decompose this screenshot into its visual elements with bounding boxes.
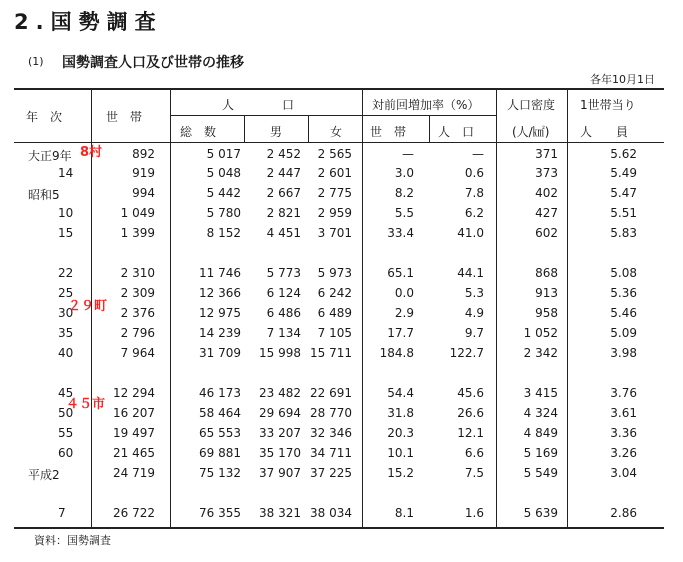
date-note: 各年10月1日 <box>590 73 655 86</box>
cell-g-households: 15.2 <box>387 466 414 480</box>
column-divider <box>308 116 309 142</box>
cell-male: 6 486 <box>266 306 301 320</box>
cell-male: 29 694 <box>259 406 301 420</box>
section-number: (1) <box>28 55 44 68</box>
cell-male: 15 998 <box>259 346 301 360</box>
cell-female: 15 711 <box>310 346 352 360</box>
cell-per-household: 5.09 <box>610 326 637 340</box>
cell-per-household: 3.61 <box>610 406 637 420</box>
header-female: 女 <box>330 125 343 139</box>
cell-per-household: 5.62 <box>610 147 637 161</box>
cell-year: 60 <box>58 446 74 460</box>
cell-g-population: 5.3 <box>464 286 484 300</box>
header-growth-households: 世 帯 <box>370 125 407 139</box>
cell-density: 1 052 <box>523 326 558 340</box>
cell-female: 7 105 <box>317 326 352 340</box>
cell-year: 10 <box>58 206 74 220</box>
cell-density: 4 324 <box>523 406 558 420</box>
header-year: 年 次 <box>26 110 63 124</box>
cell-density: 958 <box>535 306 558 320</box>
cell-g-population: 1.6 <box>464 506 484 520</box>
cell-households: 12 294 <box>113 386 155 400</box>
cell-households: 26 722 <box>113 506 155 520</box>
cell-year: 22 <box>58 266 74 280</box>
cell-g-households: 10.1 <box>387 446 414 460</box>
cell-per-household: 3.36 <box>610 426 637 440</box>
cell-g-population: — <box>472 147 484 161</box>
header-growth: 対前回増加率（%） <box>372 98 480 112</box>
cell-male: 33 207 <box>259 426 301 440</box>
header-population: 人 口 <box>222 98 295 112</box>
cell-households: 2 309 <box>120 286 155 300</box>
cell-households: 7 964 <box>120 346 155 360</box>
cell-density: 2 342 <box>523 346 558 360</box>
cell-g-population: 26.6 <box>457 406 484 420</box>
table-bottom-rule <box>14 527 664 529</box>
cell-per-household: 5.46 <box>610 306 637 320</box>
cell-total: 46 173 <box>199 386 241 400</box>
cell-male: 37 907 <box>259 466 301 480</box>
cell-g-households: 54.4 <box>387 386 414 400</box>
header-per-household: 1世帯当り <box>580 98 636 112</box>
cell-male: 6 124 <box>266 286 301 300</box>
cell-g-households: 33.4 <box>387 226 414 240</box>
cell-year: 45 <box>58 386 74 400</box>
cell-g-households: 2.9 <box>394 306 414 320</box>
cell-households: 892 <box>132 147 155 161</box>
cell-female: 32 346 <box>310 426 352 440</box>
cell-year: 大正9年 <box>28 149 72 163</box>
cell-per-household: 5.83 <box>610 226 637 240</box>
cell-per-household: 2.86 <box>610 506 637 520</box>
cell-male: 2 821 <box>266 206 301 220</box>
column-divider <box>429 116 430 142</box>
cell-per-household: 5.47 <box>610 186 637 200</box>
cell-male: 38 321 <box>259 506 301 520</box>
cell-female: 2 565 <box>317 147 352 161</box>
cell-households: 1 049 <box>120 206 155 220</box>
cell-female: 6 489 <box>317 306 352 320</box>
cell-density: 427 <box>535 206 558 220</box>
cell-households: 1 399 <box>120 226 155 240</box>
cell-households: 21 465 <box>113 446 155 460</box>
cell-households: 2 310 <box>120 266 155 280</box>
cell-female: 6 242 <box>317 286 352 300</box>
cell-total: 14 239 <box>199 326 241 340</box>
cell-per-household: 3.04 <box>610 466 637 480</box>
cell-female: 28 770 <box>310 406 352 420</box>
cell-density: 4 849 <box>523 426 558 440</box>
cell-total: 76 355 <box>199 506 241 520</box>
cell-total: 12 366 <box>199 286 241 300</box>
header-growth-population: 人 口 <box>438 125 475 139</box>
cell-per-household: 3.98 <box>610 346 637 360</box>
header-male: 男 <box>270 125 283 139</box>
cell-density: 5 549 <box>523 466 558 480</box>
cell-households: 19 497 <box>113 426 155 440</box>
column-divider <box>170 89 171 527</box>
section-title: 国勢調査人口及び世帯の推移 <box>62 55 244 71</box>
cell-total: 5 017 <box>206 147 241 161</box>
header-density: 人口密度 <box>507 98 556 112</box>
cell-density: 3 415 <box>523 386 558 400</box>
cell-male: 23 482 <box>259 386 301 400</box>
cell-g-households: 20.3 <box>387 426 414 440</box>
cell-year: 50 <box>58 406 74 420</box>
cell-density: 5 169 <box>523 446 558 460</box>
cell-g-population: 6.2 <box>464 206 484 220</box>
cell-g-households: 17.7 <box>387 326 414 340</box>
cell-g-households: 184.8 <box>379 346 414 360</box>
header-density-unit: (人/㎢) <box>512 125 550 139</box>
cell-female: 3 701 <box>317 226 352 240</box>
cell-female: 22 691 <box>310 386 352 400</box>
column-divider <box>567 89 568 527</box>
cell-female: 5 973 <box>317 266 352 280</box>
cell-households: 2 796 <box>120 326 155 340</box>
cell-year: 7 <box>58 506 66 520</box>
cell-total: 5 048 <box>206 166 241 180</box>
cell-g-population: 0.6 <box>464 166 484 180</box>
cell-female: 2 775 <box>317 186 352 200</box>
source-note: 資料：国勢調査 <box>34 534 111 547</box>
cell-male: 2 452 <box>266 147 301 161</box>
annotation-town-year: ２９町 <box>68 299 108 314</box>
cell-households: 24 719 <box>113 466 155 480</box>
cell-male: 7 134 <box>266 326 301 340</box>
cell-g-population: 7.8 <box>464 186 484 200</box>
cell-year: 40 <box>58 346 74 360</box>
cell-year: 15 <box>58 226 74 240</box>
cell-year: 55 <box>58 426 74 440</box>
header-total: 総 数 <box>180 125 217 139</box>
cell-g-population: 45.6 <box>457 386 484 400</box>
cell-g-population: 9.7 <box>464 326 484 340</box>
cell-households: 994 <box>132 186 155 200</box>
cell-total: 8 152 <box>206 226 241 240</box>
cell-female: 38 034 <box>310 506 352 520</box>
cell-total: 12 975 <box>199 306 241 320</box>
cell-male: 2 667 <box>266 186 301 200</box>
cell-g-population: 41.0 <box>457 226 484 240</box>
cell-per-household: 3.26 <box>610 446 637 460</box>
header-persons: 人 員 <box>580 125 629 139</box>
cell-density: 373 <box>535 166 558 180</box>
cell-g-population: 7.5 <box>464 466 484 480</box>
cell-total: 11 746 <box>199 266 241 280</box>
cell-female: 2 959 <box>317 206 352 220</box>
cell-per-household: 5.49 <box>610 166 637 180</box>
cell-total: 75 132 <box>199 466 241 480</box>
cell-female: 2 601 <box>317 166 352 180</box>
cell-g-population: 122.7 <box>449 346 484 360</box>
cell-density: 402 <box>535 186 558 200</box>
cell-total: 5 780 <box>206 206 241 220</box>
cell-g-households: 8.1 <box>394 506 414 520</box>
cell-g-households: 65.1 <box>387 266 414 280</box>
cell-g-households: 8.2 <box>394 186 414 200</box>
cell-density: 913 <box>535 286 558 300</box>
header-sub-rule <box>170 115 496 116</box>
cell-per-household: 5.51 <box>610 206 637 220</box>
cell-year: 14 <box>58 166 74 180</box>
header-households: 世 帯 <box>106 110 143 124</box>
cell-density: 5 639 <box>523 506 558 520</box>
column-divider <box>496 89 497 527</box>
cell-total: 58 464 <box>199 406 241 420</box>
cell-female: 37 225 <box>310 466 352 480</box>
column-divider <box>244 116 245 142</box>
cell-g-households: 31.8 <box>387 406 414 420</box>
cell-total: 5 442 <box>206 186 241 200</box>
cell-per-household: 5.08 <box>610 266 637 280</box>
annotation-village-count: 8村 <box>80 145 103 160</box>
cell-total: 65 553 <box>199 426 241 440</box>
cell-female: 34 711 <box>310 446 352 460</box>
page-title: 2.国勢調査 <box>14 10 163 34</box>
cell-total: 69 881 <box>199 446 241 460</box>
cell-g-population: 12.1 <box>457 426 484 440</box>
cell-g-households: 5.5 <box>394 206 414 220</box>
cell-g-households: 3.0 <box>394 166 414 180</box>
cell-per-household: 5.36 <box>610 286 637 300</box>
cell-male: 35 170 <box>259 446 301 460</box>
cell-year: 30 <box>58 306 74 320</box>
cell-g-population: 6.6 <box>464 446 484 460</box>
cell-g-households: 0.0 <box>394 286 414 300</box>
cell-g-households: — <box>402 147 414 161</box>
cell-total: 31 709 <box>199 346 241 360</box>
cell-year: 平成2 <box>28 468 60 482</box>
cell-male: 5 773 <box>266 266 301 280</box>
cell-density: 602 <box>535 226 558 240</box>
cell-density: 868 <box>535 266 558 280</box>
cell-year: 25 <box>58 286 74 300</box>
cell-households: 2 376 <box>120 306 155 320</box>
cell-male: 4 451 <box>266 226 301 240</box>
cell-density: 371 <box>535 147 558 161</box>
cell-g-population: 4.9 <box>464 306 484 320</box>
cell-per-household: 3.76 <box>610 386 637 400</box>
cell-year: 35 <box>58 326 74 340</box>
cell-male: 2 447 <box>266 166 301 180</box>
column-divider <box>362 89 363 527</box>
cell-households: 16 207 <box>113 406 155 420</box>
cell-households: 919 <box>132 166 155 180</box>
cell-year: 昭和5 <box>28 188 60 202</box>
cell-g-population: 44.1 <box>457 266 484 280</box>
annotation-city-year: ４５市 <box>66 397 106 412</box>
